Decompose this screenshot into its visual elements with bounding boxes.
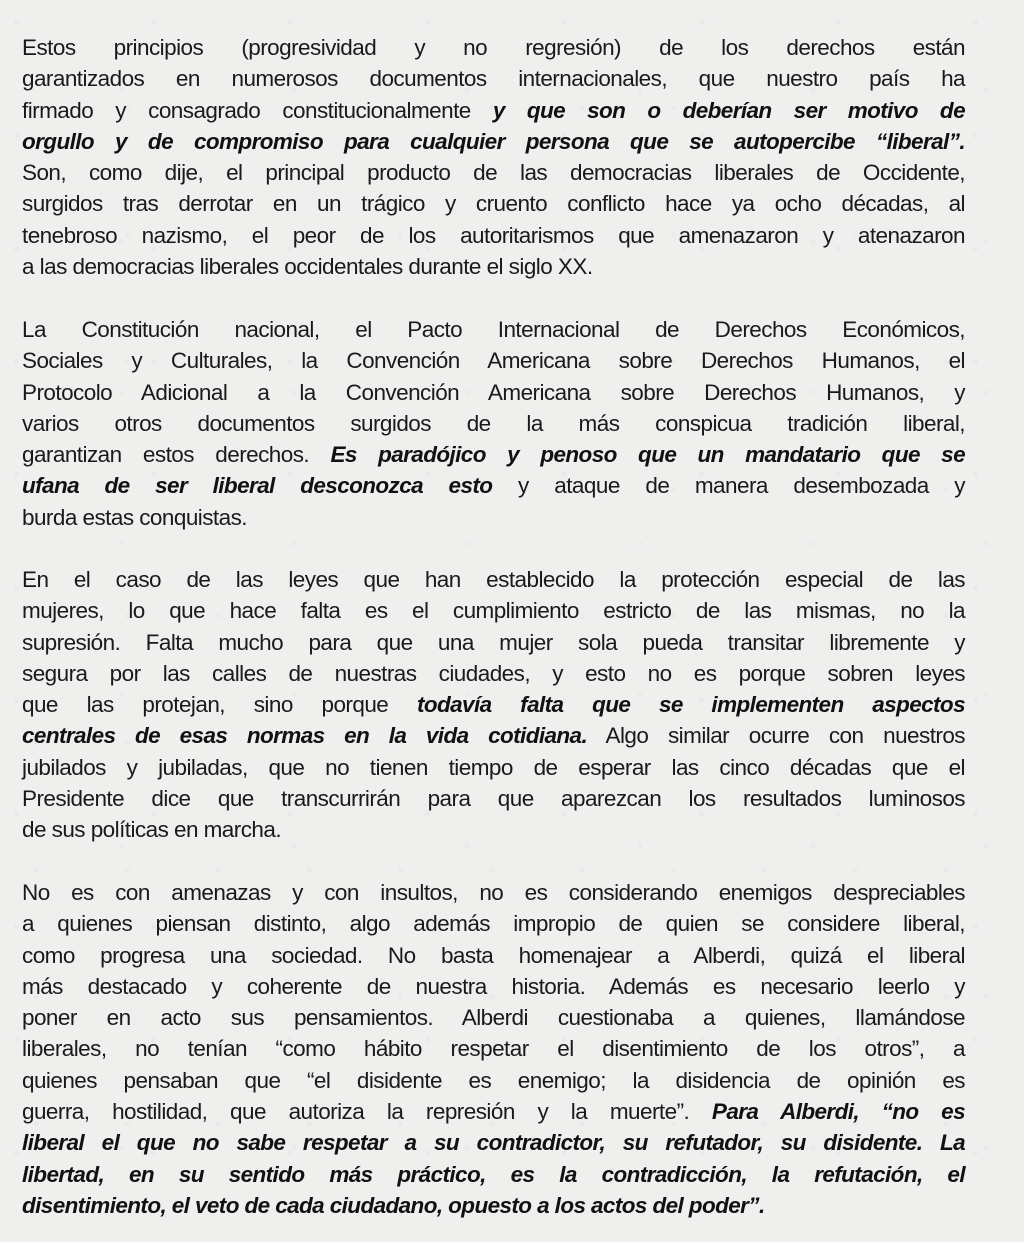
emphasis-text: y que son o deberían ser motivo de bbox=[492, 97, 965, 123]
body-text: Son, como dije, el principal producto de las democracias liberales de Occidente, bbox=[22, 160, 965, 186]
text-line bbox=[22, 470, 965, 501]
text-line bbox=[22, 689, 965, 720]
text-line bbox=[22, 971, 965, 1002]
body-text: poner en acto sus pensamientos. Alberdi cuestionaba a quienes, llamándose bbox=[22, 1005, 965, 1031]
text-line bbox=[22, 658, 965, 689]
text-line bbox=[22, 595, 965, 626]
text-line bbox=[22, 32, 965, 63]
body-text: y ataque de manera desembozada y bbox=[492, 473, 966, 499]
text-line bbox=[22, 908, 965, 939]
text-line-content bbox=[22, 188, 965, 219]
text-line bbox=[22, 251, 965, 282]
text-line-content bbox=[22, 63, 965, 94]
emphasis-text: Para Alberdi, “no es bbox=[711, 1099, 966, 1125]
text-line-content bbox=[22, 720, 965, 751]
text-line-content bbox=[22, 1065, 965, 1096]
text-line-content bbox=[22, 126, 965, 157]
text-line-content bbox=[22, 627, 965, 658]
text-line bbox=[22, 1096, 965, 1127]
text-line-content bbox=[22, 1159, 965, 1190]
body-text: a las democracias liberales occidentales durante el siglo XX. bbox=[22, 254, 593, 280]
text-line-content bbox=[22, 470, 965, 501]
paragraph-4 bbox=[22, 877, 965, 1221]
text-line-content bbox=[22, 95, 965, 126]
text-line-content bbox=[22, 1033, 965, 1064]
emphasis-text: libertad, en su sentido más práctico, es la contradicción, la refutación, el bbox=[22, 1161, 965, 1187]
text-line-content bbox=[22, 32, 965, 63]
text-line-content bbox=[22, 157, 965, 188]
text-line-content bbox=[22, 220, 965, 251]
body-text: garantizan estos derechos. bbox=[22, 442, 331, 468]
body-text: que las protejan, sino porque bbox=[22, 692, 417, 718]
emphasis-text: Es paradójico y penoso que un mandatario que se bbox=[330, 442, 965, 468]
text-line bbox=[22, 126, 965, 157]
text-line bbox=[22, 1159, 965, 1190]
text-line-content bbox=[22, 877, 965, 908]
text-line-content bbox=[22, 783, 965, 814]
paragraph-1 bbox=[22, 32, 965, 282]
body-text: Protocolo Adicional a la Convención Americana sobre Derechos Humanos, y bbox=[22, 379, 965, 405]
body-text: guerra, hostilidad, que autoriza la represión y la muerte”. bbox=[22, 1099, 712, 1125]
body-text: Algo similar ocurre con nuestros bbox=[587, 723, 966, 749]
text-line bbox=[22, 63, 965, 94]
text-line-content bbox=[22, 658, 965, 689]
text-line-content bbox=[22, 595, 965, 626]
body-text: a quienes piensan distinto, algo además impropio de quien se considere liberal, bbox=[22, 911, 965, 937]
body-text: como progresa una sociedad. No basta homenajear a Alberdi, quizá el liberal bbox=[22, 942, 965, 968]
text-line bbox=[22, 377, 965, 408]
body-text: segura por las calles de nuestras ciudades, y esto no es porque sobren leyes bbox=[22, 660, 965, 686]
text-line bbox=[22, 752, 965, 783]
text-line bbox=[22, 1190, 965, 1221]
text-line-content bbox=[22, 251, 965, 282]
text-line bbox=[22, 877, 965, 908]
text-line bbox=[22, 814, 965, 845]
body-text: La Constitución nacional, el Pacto Internacional de Derechos Económicos, bbox=[22, 317, 965, 342]
text-line-content bbox=[22, 1190, 965, 1221]
paragraph-2 bbox=[22, 314, 965, 533]
text-line bbox=[22, 564, 965, 595]
text-line-content bbox=[22, 502, 965, 533]
emphasis-text: orgullo y de compromiso para cualquier persona que se autopercibe “liberal”. bbox=[22, 128, 965, 154]
text-line bbox=[22, 220, 965, 251]
text-line-content bbox=[22, 689, 965, 720]
body-text: mujeres, lo que hace falta es el cumplimiento estricto de las mismas, no la bbox=[22, 598, 965, 624]
text-line bbox=[22, 439, 965, 470]
text-line-content bbox=[22, 314, 965, 345]
text-line-content bbox=[22, 814, 965, 845]
body-text: garantizados en numerosos documentos internacionales, que nuestro país ha bbox=[22, 66, 965, 92]
emphasis-text: centrales de esas normas en la vida cotidiana. bbox=[22, 723, 588, 749]
body-text: de sus políticas en marcha. bbox=[22, 817, 282, 843]
text-line-content bbox=[22, 1127, 965, 1158]
text-line bbox=[22, 157, 965, 188]
text-line-content bbox=[22, 752, 965, 783]
text-line-content bbox=[22, 1096, 965, 1127]
text-line bbox=[22, 408, 965, 439]
emphasis-text: todavía falta que se implementen aspectos bbox=[416, 692, 965, 718]
text-line bbox=[22, 720, 965, 751]
text-line-content bbox=[22, 908, 965, 939]
body-text: liberales, no tenían “como hábito respetar el disentimiento de los otros”, a bbox=[22, 1036, 965, 1062]
text-line bbox=[22, 1065, 965, 1096]
text-line-content bbox=[22, 971, 965, 1002]
text-line bbox=[22, 1127, 965, 1158]
text-line-content bbox=[22, 408, 965, 439]
text-line-content bbox=[22, 439, 965, 470]
body-text: varios otros documentos surgidos de la más conspicua tradición liberal, bbox=[22, 410, 965, 436]
text-line bbox=[22, 1002, 965, 1033]
body-text: Estos principios (progresividad y no regresión) de los derechos están bbox=[22, 35, 965, 60]
body-text: jubilados y jubiladas, que no tienen tiempo de esperar las cinco décadas que el bbox=[22, 754, 965, 780]
text-line-content bbox=[22, 940, 965, 971]
text-line-content bbox=[22, 377, 965, 408]
paragraph-3 bbox=[22, 564, 965, 846]
emphasis-text: disentimiento, el veto de cada ciudadano, opuesto a los actos del poder”. bbox=[22, 1192, 765, 1218]
text-line bbox=[22, 783, 965, 814]
emphasis-text: ufana de ser liberal desconozca esto bbox=[22, 473, 493, 499]
body-text: tenebroso nazismo, el peor de los autoritarismos que amenazaron y atenazaron bbox=[22, 222, 965, 248]
body-text: quienes pensaban que “el disidente es enemigo; la disidencia de opinión es bbox=[22, 1067, 965, 1093]
body-text: firmado y consagrado constitucionalmente bbox=[22, 97, 493, 123]
body-text: burda estas conquistas. bbox=[22, 504, 247, 530]
text-line-content bbox=[22, 564, 965, 595]
body-text: más destacado y coherente de nuestra historia. Además es necesario leerlo y bbox=[22, 973, 965, 999]
text-line-content bbox=[22, 1002, 965, 1033]
text-line-content bbox=[22, 345, 965, 376]
body-text: Presidente dice que transcurrirán para que aparezcan los resultados luminosos bbox=[22, 786, 965, 812]
text-line bbox=[22, 314, 965, 345]
body-text: No es con amenazas y con insultos, no es considerando enemigos despreciables bbox=[22, 880, 965, 905]
text-line bbox=[22, 188, 965, 219]
body-text: surgidos tras derrotar en un trágico y cruento conflicto hace ya ocho décadas, al bbox=[22, 191, 965, 217]
text-line bbox=[22, 940, 965, 971]
body-text: supresión. Falta mucho para que una mujer sola pueda transitar libremente y bbox=[22, 629, 965, 655]
text-line bbox=[22, 1033, 965, 1064]
text-line bbox=[22, 502, 965, 533]
body-text: Sociales y Culturales, la Convención Americana sobre Derechos Humanos, el bbox=[22, 348, 965, 374]
emphasis-text: liberal el que no sabe respetar a su contradictor, su refutador, su disidente. La bbox=[22, 1130, 965, 1156]
text-line bbox=[22, 345, 965, 376]
text-line bbox=[22, 95, 965, 126]
body-text: En el caso de las leyes que han establecido la protección especial de las bbox=[22, 567, 965, 592]
text-line bbox=[22, 627, 965, 658]
